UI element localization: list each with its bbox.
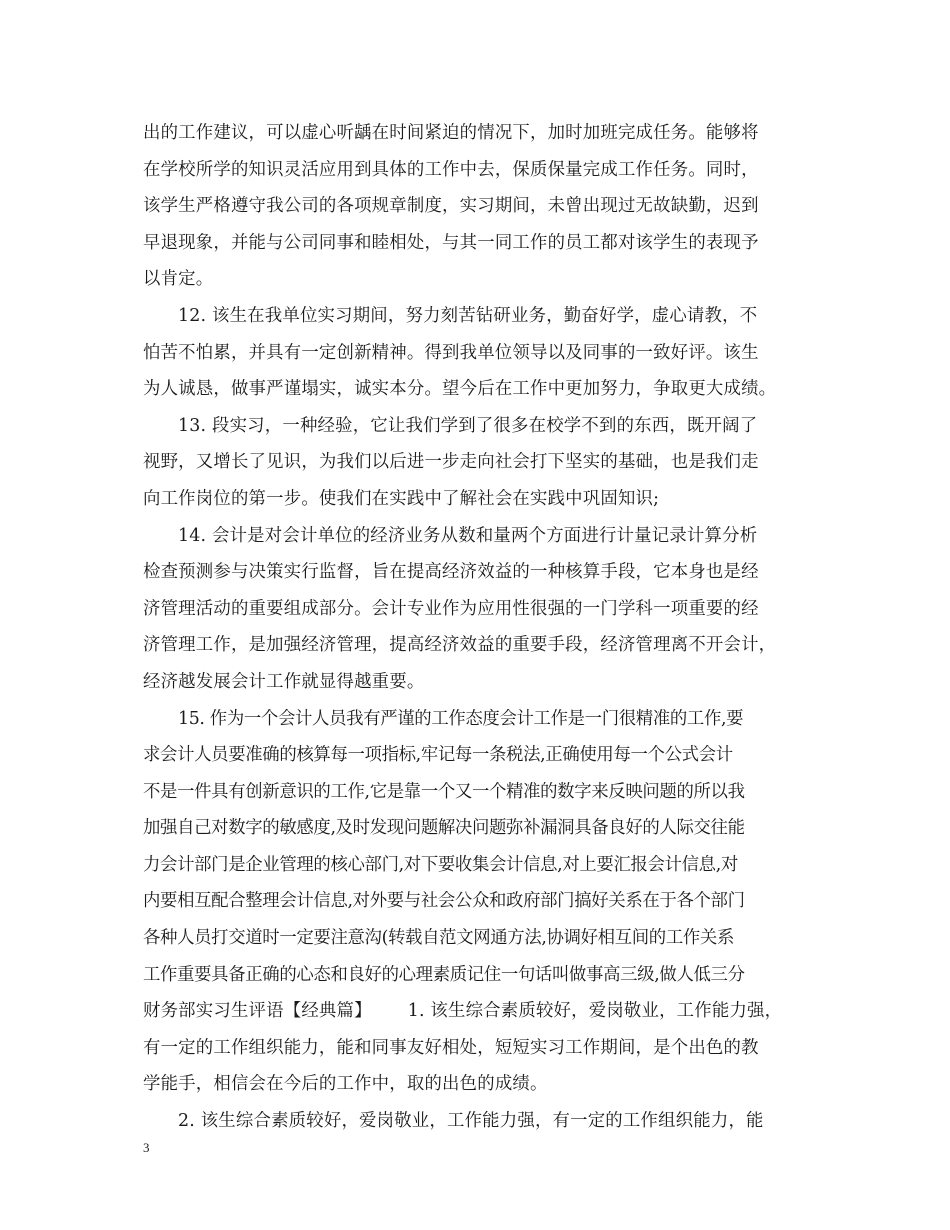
text-line: 为人诚恳，做事严谨塌实，诚实本分。望今后在工作中更加努力，争取更大成绩。 bbox=[143, 379, 777, 400]
text-line: 济管理工作，是加强经济管理，提高经济效益的重要手段，经济管理离不开会计， bbox=[143, 635, 777, 656]
paragraph-1-start: 1. 该生综合素质较好，爱岗敬业，工作能力强， bbox=[407, 1001, 783, 1022]
section-title: 财务部实习生评语【经典篇】 bbox=[143, 1001, 372, 1022]
text-line: 不是一件具有创新意识的工作,它是靠一个又一个精准的数字来反映问题的所以我 bbox=[143, 781, 745, 802]
section-heading-line bbox=[143, 993, 813, 1030]
text-line: 工作重要具备正确的心态和良好的心理素质记住一句话叫做事高三级,做人低三分 bbox=[143, 964, 745, 985]
text-line: 力会计部门是企业管理的核心部门,对下要收集会计信息,对上要汇报会计信息,对 bbox=[143, 854, 738, 875]
text-line: 各种人员打交道时一定要注意沟(转载自范文网通方法,协调好相互间的工作关系 bbox=[143, 928, 734, 949]
document-body bbox=[143, 115, 813, 1140]
text-line: 视野，又增长了见识，为我们以后进一步走向社会打下坚实的基础，也是我们走 bbox=[143, 452, 759, 473]
text-line: 早退现象，并能与公司同事和睦相处，与其一同工作的员工都对该学生的表现予 bbox=[143, 232, 759, 253]
text-line: 内要相互配合整理会计信息,对外要与社会公众和政府部门搞好关系在于各个部门 bbox=[143, 891, 745, 912]
text-line: 向工作岗位的第一步。使我们在实践中了解社会在实践中巩固知识; bbox=[143, 488, 660, 509]
text-line: 济管理活动的重要组成部分。会计专业作为应用性很强的一门学科一项重要的经 bbox=[143, 598, 759, 619]
text-line: 学能手，相信会在今后的工作中，取的出色的成绩。 bbox=[143, 1074, 548, 1095]
text-line: 怕苦不怕累，并具有一定创新精神。得到我单位领导以及同事的一致好评。该生 bbox=[143, 342, 759, 363]
text-line: 出的工作建议，可以虚心听龋在时间紧迫的情况下，加时加班完成任务。能够将 bbox=[143, 123, 759, 143]
text-line: 检查预测参与决策实行监督，旨在提高经济效益的一种核算手段，它本身也是经 bbox=[143, 562, 759, 583]
page-number: 3 bbox=[143, 1140, 150, 1155]
paragraph-2-start: 2. 该生综合素质较好，爱岗敬业，工作能力强，有一定的工作组织能力，能 bbox=[178, 1111, 764, 1132]
text-line: 有一定的工作组织能力，能和同事友好相处，短短实习工作期间，是个出色的教 bbox=[143, 1037, 759, 1058]
paragraph-14-start: 14. 会计是对会计单位的经济业务从数和量两个方面进行计量记录计算分析 bbox=[178, 525, 758, 546]
text-line: 以肯定。 bbox=[143, 269, 214, 290]
paragraph-15-start: 15. 作为一个会计人员我有严谨的工作态度会计工作是一门很精准的工作,要 bbox=[178, 708, 744, 729]
text-line: 求会计人员要准确的核算每一项指标,牢记每一条税法,正确使用每一个公式会计 bbox=[143, 745, 733, 766]
paragraph-12-start: 12. 该生在我单位实习期间，努力刻苦钻研业务，勤奋好学，虚心请教，不 bbox=[178, 305, 758, 326]
text-line: 该学生严格遵守我公司的各项规章制度，实习期间，未曾出现过无故缺勤，迟到 bbox=[143, 196, 759, 217]
text-line: 在学校所学的知识灵活应用到具体的工作中去，保质保量完成工作任务。同时， bbox=[143, 159, 759, 180]
paragraph-13-start: 13. 段实习，一种经验，它让我们学到了很多在校学不到的东西，既开阔了 bbox=[178, 415, 758, 436]
text-line: 经济越发展会计工作就显得越重要。 bbox=[143, 671, 425, 692]
text-line: 加强自己对数字的敏感度,及时发现问题解决问题弥补漏洞具备良好的人际交往能 bbox=[143, 818, 745, 839]
